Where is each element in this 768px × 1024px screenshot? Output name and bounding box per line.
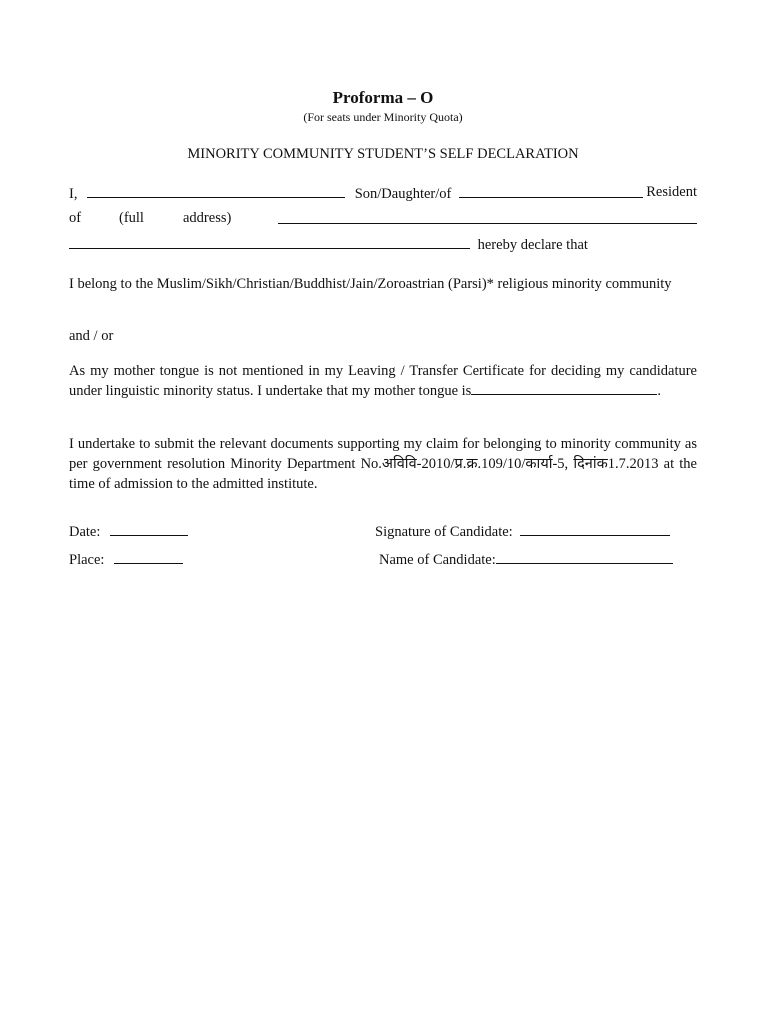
declaration-line-1 (69, 184, 697, 203)
resident-label: Resident (646, 184, 697, 200)
address-blank-1[interactable] (278, 210, 697, 224)
place-blank[interactable] (114, 550, 183, 564)
date-row (69, 522, 188, 541)
parent-name-blank[interactable] (459, 184, 643, 198)
mother-tongue-end: . (657, 383, 661, 399)
declaration-line-3 (69, 235, 697, 254)
candidate-name-blank[interactable] (87, 184, 345, 198)
date-label: Date: (69, 524, 101, 540)
mother-tongue-text: As my mother tongue is not mentioned in my Leaving / Transfer Certificate for deciding my candidature under linguistic minority status. I undertake that my mother tongue is (69, 363, 697, 399)
signature-blank[interactable] (520, 522, 670, 536)
religion-paragraph: I belong to the Muslim/Sikh/Christian/Buddhist/Jain/Zoroastrian (Parsi)* religious minority community (69, 276, 672, 292)
address-blank-2[interactable] (69, 235, 470, 249)
name-label: Name of Candidate: (379, 552, 496, 568)
declare-label: hereby declare that (477, 237, 588, 253)
full-label: (full (119, 210, 144, 226)
date-blank[interactable] (110, 522, 188, 536)
place-label: Place: (69, 552, 105, 568)
form-heading: MINORITY COMMUNITY STUDENT’S SELF DECLARATION (187, 146, 579, 162)
address-label: address) (183, 210, 232, 226)
and-or-text: and / or (69, 328, 114, 344)
mother-tongue-blank[interactable] (471, 381, 657, 395)
relation-label: Son/Daughter/of (354, 186, 452, 202)
name-blank[interactable] (496, 550, 673, 564)
of-label: of (69, 210, 82, 226)
form-subtitle: (For seats under Minority Quota) (303, 110, 463, 124)
place-row (69, 550, 183, 569)
signature-label: Signature of Candidate: (375, 524, 513, 540)
form-title: Proforma – O (332, 88, 434, 107)
declarant-prefix: I, (69, 186, 78, 202)
signature-row (375, 522, 670, 541)
undertake-paragraph: I undertake to submit the relevant documents supporting my claim for belonging to minority community as per government resolution Minority Department No.अविवि-2010/प्र.क्र.109/10/कार्या-5, दिनांक1.7.2013 at the time of admission to the admitted institute. (69, 436, 697, 492)
name-row (379, 550, 673, 569)
mother-tongue-paragraph (69, 361, 697, 401)
